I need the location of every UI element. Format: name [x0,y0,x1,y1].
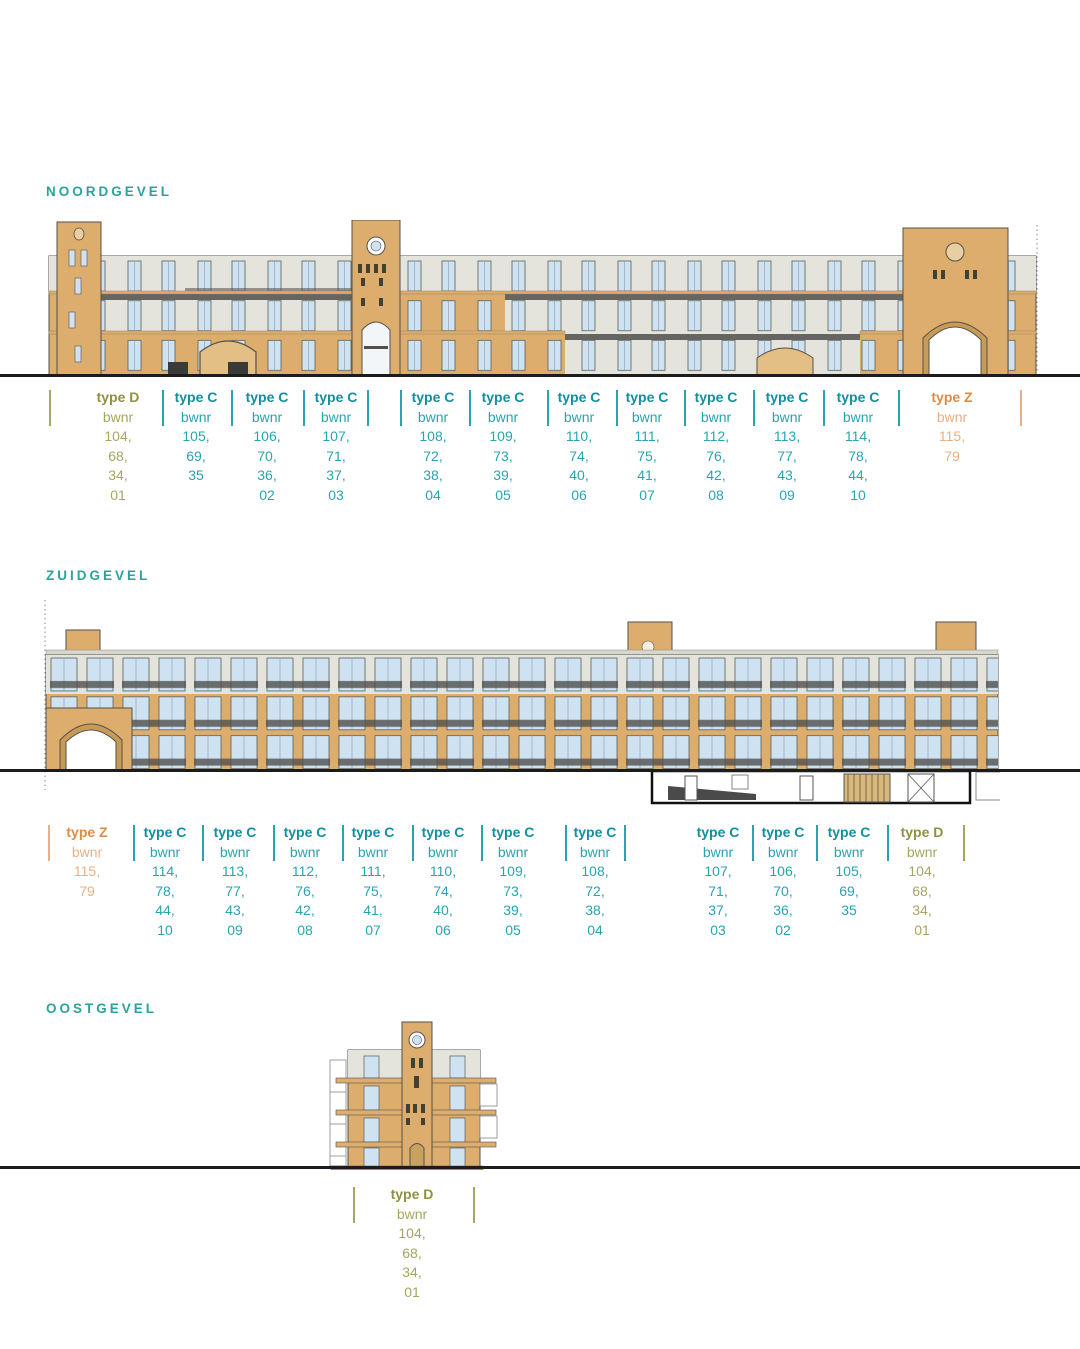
bwnr-number: 70, [773,882,793,899]
bwnr-number: 105, [835,863,863,879]
label-divider [49,390,51,426]
label-divider [133,825,135,861]
section-title-noordgevel: NOORDGEVEL [46,184,173,199]
bwnr-number: 74, [433,882,453,899]
unit-label-type-C [828,823,871,921]
bwnr-number: 41, [363,902,383,918]
bwnr-label: bwnr [497,843,529,860]
bwnr-number: 75, [637,447,657,464]
bwnr-number: 07 [639,486,655,503]
bwnr-number: 109, [499,863,527,879]
unit-type-label: type C [481,389,525,405]
label-divider [342,825,344,861]
label-divider [469,390,471,426]
unit-type-label: type C [761,824,805,840]
bwnr-number: 69, [186,447,206,464]
label-divider [963,825,965,861]
label-divider [816,825,818,861]
bwnr-number: 78, [155,882,175,899]
label-divider [202,825,204,861]
unit-label-type-C [837,388,880,505]
bwnr-label: bwnr [906,843,938,860]
bwnr-number: 76, [706,447,726,464]
unit-label-type-C [697,823,740,940]
unit-type-label: type Z [66,824,108,840]
zuid-elevation-drawing [44,600,1000,806]
unit-label-type-Z [931,388,972,466]
bwnr-number: 42, [706,467,726,483]
noord-tower-left [57,222,101,375]
noord-tower-center [352,220,400,375]
label-divider [412,825,414,861]
oost-tower [402,1022,432,1168]
label-divider [616,390,618,426]
label-divider [823,390,825,426]
oost-ground-line [0,1166,1080,1169]
unit-type-label: type D [96,389,140,405]
unit-label-type-D [391,1185,434,1302]
bwnr-label: bwnr [936,408,968,425]
bwnr-number: 01 [110,486,126,503]
bwnr-number: 03 [328,486,344,503]
bwnr-number: 69, [839,882,859,899]
bwnr-number: 112, [702,428,730,444]
bwnr-number: 43, [225,902,245,918]
bwnr-number: 36, [257,467,277,483]
label-divider [547,390,549,426]
bwnr-number: 40, [569,467,589,483]
unit-type-label: type C [827,824,871,840]
bwnr-number: 05 [495,486,511,503]
bwnr-number: 107, [322,428,350,444]
bwnr-number: 74, [569,447,589,464]
unit-label-type-C [695,388,738,505]
bwnr-label: bwnr [71,843,103,860]
unit-label-type-C [762,823,805,940]
bwnr-number: 04 [587,921,603,938]
zuid-unit-labels-row [0,823,1080,943]
bwnr-label: bwnr [219,843,251,860]
label-divider [887,825,889,861]
unit-type-label: type C [696,824,740,840]
bwnr-label: bwnr [702,843,734,860]
bwnr-number: 77, [225,882,245,899]
bwnr-number: 79 [79,882,95,899]
bwnr-label: bwnr [289,843,321,860]
noord-ground-line [0,374,1080,377]
label-divider [624,825,626,861]
bwnr-number: 111, [360,863,386,879]
bwnr-label: bwnr [251,408,283,425]
unit-label-type-C [144,823,187,940]
label-divider [1020,390,1022,426]
unit-type-label: type Z [931,389,973,405]
unit-type-label: type D [900,824,944,840]
label-divider [303,390,305,426]
noord-elevation-drawing [45,220,1040,377]
unit-label-type-C [766,388,809,505]
bwnr-number: 77, [777,447,797,464]
bwnr-number: 03 [710,921,726,938]
label-divider [752,825,754,861]
unit-type-label: type C [765,389,809,405]
bwnr-label: bwnr [180,408,212,425]
bwnr-number: 37, [326,467,346,483]
bwnr-number: 39, [493,467,513,483]
bwnr-label: bwnr [833,843,865,860]
bwnr-label: bwnr [767,843,799,860]
bwnr-number: 04 [425,486,441,503]
bwnr-number: 44, [848,467,868,483]
oost-elevation-drawing [328,1020,503,1170]
bwnr-number: 68, [402,1244,422,1261]
label-divider [353,1187,355,1223]
bwnr-number: 05 [505,921,521,938]
bwnr-label: bwnr [427,843,459,860]
noord-unit-labels-row [0,388,1080,508]
bwnr-number: 104, [908,863,936,879]
bwnr-number: 40, [433,902,453,918]
bwnr-number: 44, [155,902,175,918]
bwnr-number: 114, [844,428,872,444]
label-divider [400,390,402,426]
label-divider [231,390,233,426]
zuid-basement-section [652,771,1000,803]
bwnr-number: 10 [157,921,173,938]
bwnr-number: 115, [938,428,966,444]
bwnr-number: 104, [398,1225,426,1241]
bwnr-number: 115, [73,863,101,879]
bwnr-number: 34, [108,467,128,483]
unit-label-type-C [352,823,395,940]
bwnr-label: bwnr [579,843,611,860]
bwnr-number: 110, [429,863,457,879]
bwnr-label: bwnr [487,408,519,425]
bwnr-number: 35 [188,467,204,483]
unit-label-type-C [246,388,289,505]
bwnr-number: 113, [221,863,249,879]
unit-label-type-C [482,388,525,505]
unit-label-type-C [492,823,535,940]
bwnr-label: bwnr [320,408,352,425]
bwnr-number: 43, [777,467,797,483]
zuid-arch-left [46,708,132,771]
bwnr-number: 09 [779,486,795,503]
noord-gate-tower [903,228,1008,375]
label-divider [753,390,755,426]
unit-label-type-C [284,823,327,940]
unit-label-type-D [97,388,140,505]
bwnr-label: bwnr [563,408,595,425]
bwnr-number: 108, [581,863,609,879]
bwnr-label: bwnr [396,1205,428,1222]
bwnr-label: bwnr [631,408,663,425]
bwnr-number: 34, [912,902,932,918]
bwnr-label: bwnr [842,408,874,425]
zuid-ground-line [0,769,1080,772]
bwnr-number: 10 [850,486,866,503]
bwnr-label: bwnr [149,843,181,860]
unit-type-label: type C [213,824,257,840]
bwnr-number: 108, [419,428,447,444]
bwnr-number: 41, [637,467,657,483]
section-title-oostgevel: OOSTGEVEL [46,1001,158,1016]
unit-label-type-C [558,388,601,505]
oost-unit-labels-row [0,1185,1080,1305]
bwnr-number: 02 [259,486,275,503]
noord-main-block [49,256,1036,376]
label-divider [367,390,369,426]
bwnr-number: 107, [704,863,732,879]
unit-type-label: type C [174,389,218,405]
bwnr-label: bwnr [771,408,803,425]
bwnr-number: 06 [435,921,451,938]
bwnr-number: 38, [585,902,605,918]
unit-type-label: type C [557,389,601,405]
bwnr-number: 73, [503,882,523,899]
unit-label-type-C [574,823,617,940]
bwnr-number: 114, [151,863,179,879]
bwnr-number: 110, [565,428,593,444]
unit-type-label: type C [573,824,617,840]
bwnr-label: bwnr [417,408,449,425]
bwnr-number: 08 [297,921,313,938]
bwnr-number: 109, [489,428,517,444]
bwnr-number: 02 [775,921,791,938]
unit-type-label: type D [390,1186,434,1202]
bwnr-label: bwnr [102,408,134,425]
bwnr-number: 71, [708,882,728,899]
unit-type-label: type C [351,824,395,840]
bwnr-number: 113, [773,428,801,444]
bwnr-number: 37, [708,902,728,918]
bwnr-label: bwnr [700,408,732,425]
bwnr-number: 75, [363,882,383,899]
label-divider [473,1187,475,1223]
unit-label-type-C [315,388,358,505]
bwnr-number: 79 [944,447,960,464]
unit-label-type-C [175,388,218,486]
bwnr-number: 09 [227,921,243,938]
bwnr-number: 34, [402,1264,422,1280]
bwnr-number: 42, [295,902,315,918]
unit-label-type-Z [66,823,107,901]
unit-type-label: type C [314,389,358,405]
unit-label-type-C [214,823,257,940]
label-divider [898,390,900,426]
bwnr-number: 68, [912,882,932,899]
unit-label-type-C [626,388,669,505]
unit-type-label: type C [421,824,465,840]
zuid-main-block [46,650,998,771]
bwnr-number: 112, [291,863,319,879]
bwnr-label: bwnr [357,843,389,860]
bwnr-number: 70, [257,447,277,464]
bwnr-number: 72, [585,882,605,899]
bwnr-number: 01 [404,1283,420,1300]
label-divider [273,825,275,861]
unit-type-label: type C [283,824,327,840]
label-divider [684,390,686,426]
unit-type-label: type C [836,389,880,405]
bwnr-number: 01 [914,921,930,938]
bwnr-number: 35 [841,902,857,918]
bwnr-number: 78, [848,447,868,464]
bwnr-number: 07 [365,921,381,938]
unit-label-type-C [422,823,465,940]
bwnr-number: 105, [182,428,210,444]
bwnr-number: 39, [503,902,523,918]
label-divider [481,825,483,861]
unit-type-label: type C [694,389,738,405]
label-divider [162,390,164,426]
bwnr-number: 72, [423,447,443,464]
label-divider [48,825,50,861]
unit-type-label: type C [245,389,289,405]
section-title-zuidgevel: ZUIDGEVEL [46,568,151,583]
bwnr-number: 111, [634,428,660,444]
unit-type-label: type C [625,389,669,405]
unit-type-label: type C [411,389,455,405]
unit-type-label: type C [491,824,535,840]
bwnr-number: 106, [253,428,281,444]
unit-label-type-D [901,823,944,940]
bwnr-number: 106, [769,863,797,879]
bwnr-number: 73, [493,447,513,464]
bwnr-number: 36, [773,902,793,918]
bwnr-number: 71, [326,447,346,464]
bwnr-number: 08 [708,486,724,503]
label-divider [565,825,567,861]
bwnr-number: 104, [104,428,132,444]
bwnr-number: 38, [423,467,443,483]
bwnr-number: 68, [108,447,128,464]
unit-label-type-C [412,388,455,505]
bwnr-number: 76, [295,882,315,899]
bwnr-number: 06 [571,486,587,503]
unit-type-label: type C [143,824,187,840]
